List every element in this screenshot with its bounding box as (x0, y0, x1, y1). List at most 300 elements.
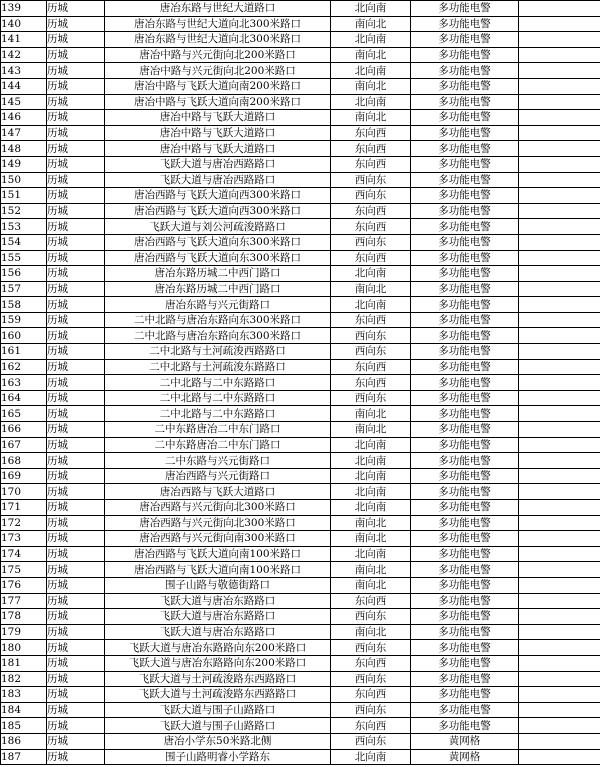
district-cell: 历城 (47, 344, 105, 360)
location-cell: 唐冶西路与飞跃大道向南100米路口 (105, 562, 331, 578)
empty-cell (519, 655, 600, 671)
district-cell: 历城 (47, 156, 105, 172)
direction-cell: 北向南 (331, 63, 411, 79)
row-number: 157 (1, 281, 47, 297)
equipment-type-cell: 多功能电警 (411, 624, 519, 640)
location-cell: 飞跃大道与唐冶东路路向东200米路口 (105, 655, 331, 671)
row-number: 168 (1, 453, 47, 469)
district-cell: 历城 (47, 250, 105, 266)
table-row (1, 390, 600, 406)
empty-cell (519, 94, 600, 110)
table-row (1, 172, 600, 188)
location-cell: 唐冶西路与飞跃大道向东300米路口 (105, 234, 331, 250)
equipment-type-cell: 多功能电警 (411, 453, 519, 469)
row-number: 159 (1, 312, 47, 328)
equipment-type-cell: 多功能电警 (411, 16, 519, 32)
table-row (1, 125, 600, 141)
row-number: 148 (1, 141, 47, 157)
equipment-type-cell: 多功能电警 (411, 468, 519, 484)
equipment-type-cell: 多功能电警 (411, 328, 519, 344)
empty-cell (519, 562, 600, 578)
district-cell: 历城 (47, 390, 105, 406)
location-cell: 唐冶西路与兴元街向北300米路口 (105, 500, 331, 516)
equipment-type-cell: 多功能电警 (411, 234, 519, 250)
equipment-type-cell: 多功能电警 (411, 63, 519, 79)
row-number: 158 (1, 297, 47, 313)
empty-cell (519, 733, 600, 749)
location-cell: 二中北路与二中东路路口 (105, 390, 331, 406)
table-row (1, 624, 600, 640)
table-row (1, 468, 600, 484)
table-row (1, 375, 600, 391)
table-row (1, 609, 600, 625)
equipment-type-cell: 多功能电警 (411, 484, 519, 500)
empty-cell (519, 63, 600, 79)
equipment-type-cell: 多功能电警 (411, 609, 519, 625)
location-cell: 二中北路与唐冶东路向东300米路口 (105, 312, 331, 328)
empty-cell (519, 78, 600, 94)
empty-cell (519, 422, 600, 438)
empty-cell (519, 468, 600, 484)
row-number: 156 (1, 266, 47, 282)
direction-cell: 西向东 (331, 702, 411, 718)
location-cell: 唐冶中路与飞跃大道向南200米路口 (105, 94, 331, 110)
empty-cell (519, 47, 600, 63)
equipment-type-cell: 多功能电警 (411, 702, 519, 718)
row-number: 152 (1, 203, 47, 219)
direction-cell: 南向北 (331, 47, 411, 63)
location-cell: 唐冶西路与飞跃大道向西300米路口 (105, 203, 331, 219)
table-row (1, 344, 600, 360)
empty-cell (519, 484, 600, 500)
row-number: 178 (1, 609, 47, 625)
direction-cell: 东向西 (331, 156, 411, 172)
direction-cell: 北向南 (331, 500, 411, 516)
row-number: 183 (1, 687, 47, 703)
table-row (1, 718, 600, 734)
location-cell: 唐冶中路与飞跃大道向南200米路口 (105, 78, 331, 94)
table-row (1, 188, 600, 204)
direction-cell: 东向西 (331, 655, 411, 671)
location-cell: 唐冶中路与兴元街向北200米路口 (105, 47, 331, 63)
equipment-type-cell: 多功能电警 (411, 687, 519, 703)
equipment-type-cell: 多功能电警 (411, 297, 519, 313)
location-cell: 飞跃大道与刘公河疏浚路路口 (105, 219, 331, 235)
table-row (1, 63, 600, 79)
location-cell: 唐冶东路与兴元街路口 (105, 297, 331, 313)
equipment-type-cell: 多功能电警 (411, 671, 519, 687)
direction-cell: 南向北 (331, 16, 411, 32)
direction-cell: 东向西 (331, 718, 411, 734)
table-row (1, 437, 600, 453)
row-number: 151 (1, 188, 47, 204)
row-number: 163 (1, 375, 47, 391)
district-cell: 历城 (47, 484, 105, 500)
district-cell: 历城 (47, 328, 105, 344)
empty-cell (519, 250, 600, 266)
equipment-type-cell: 多功能电警 (411, 266, 519, 282)
direction-cell: 西向东 (331, 344, 411, 360)
location-cell: 飞跃大道与唐冶东路路口 (105, 593, 331, 609)
row-number: 145 (1, 94, 47, 110)
row-number: 177 (1, 593, 47, 609)
table-row (1, 484, 600, 500)
equipment-type-cell: 多功能电警 (411, 390, 519, 406)
location-cell: 唐冶西路与飞跃大道向东300米路口 (105, 250, 331, 266)
district-cell: 历城 (47, 297, 105, 313)
equipment-type-cell: 多功能电警 (411, 344, 519, 360)
empty-cell (519, 281, 600, 297)
direction-cell: 南向北 (331, 422, 411, 438)
location-cell: 唐冶西路与兴元街向北300米路口 (105, 515, 331, 531)
equipment-type-cell: 多功能电警 (411, 406, 519, 422)
empty-cell (519, 687, 600, 703)
direction-cell: 北向南 (331, 32, 411, 48)
table-row (1, 47, 600, 63)
direction-cell: 西向东 (331, 328, 411, 344)
row-number: 165 (1, 406, 47, 422)
equipment-type-cell: 多功能电警 (411, 188, 519, 204)
location-cell: 二中北路与唐冶东路向东300米路口 (105, 328, 331, 344)
direction-cell: 东向西 (331, 687, 411, 703)
direction-cell: 南向北 (331, 577, 411, 593)
equipment-type-cell: 多功能电警 (411, 422, 519, 438)
empty-cell (519, 344, 600, 360)
direction-cell: 东向西 (331, 375, 411, 391)
direction-cell: 东向西 (331, 250, 411, 266)
location-cell: 飞跃大道与唐冶西路路口 (105, 156, 331, 172)
empty-cell (519, 609, 600, 625)
equipment-type-cell: 多功能电警 (411, 718, 519, 734)
table-row (1, 593, 600, 609)
direction-cell: 北向南 (331, 1, 411, 17)
district-cell: 历城 (47, 687, 105, 703)
equipment-type-cell: 多功能电警 (411, 312, 519, 328)
empty-cell (519, 624, 600, 640)
district-cell: 历城 (47, 94, 105, 110)
location-cell: 飞跃大道与唐冶东路路口 (105, 609, 331, 625)
row-number: 176 (1, 577, 47, 593)
row-number: 146 (1, 110, 47, 126)
district-cell: 历城 (47, 422, 105, 438)
row-number: 170 (1, 484, 47, 500)
district-cell: 历城 (47, 406, 105, 422)
equipment-type-cell: 多功能电警 (411, 515, 519, 531)
row-number: 160 (1, 328, 47, 344)
equipment-type-cell: 多功能电警 (411, 640, 519, 656)
direction-cell: 北向南 (331, 297, 411, 313)
district-cell: 历城 (47, 203, 105, 219)
location-cell: 飞跃大道与围子山路路口 (105, 702, 331, 718)
direction-cell: 北向南 (331, 749, 411, 765)
empty-cell (519, 156, 600, 172)
district-cell: 历城 (47, 16, 105, 32)
district-cell: 历城 (47, 281, 105, 297)
table-row (1, 219, 600, 235)
equipment-type-cell: 多功能电警 (411, 577, 519, 593)
row-number: 144 (1, 78, 47, 94)
row-number: 187 (1, 749, 47, 765)
empty-cell (519, 453, 600, 469)
district-cell: 历城 (47, 63, 105, 79)
district-cell: 历城 (47, 188, 105, 204)
direction-cell: 东向西 (331, 359, 411, 375)
district-cell: 历城 (47, 359, 105, 375)
district-cell: 历城 (47, 749, 105, 765)
row-number: 155 (1, 250, 47, 266)
equipment-type-cell: 多功能电警 (411, 250, 519, 266)
row-number: 181 (1, 655, 47, 671)
district-cell: 历城 (47, 500, 105, 516)
equipment-type-cell: 多功能电警 (411, 375, 519, 391)
empty-cell (519, 141, 600, 157)
empty-cell (519, 234, 600, 250)
empty-cell (519, 125, 600, 141)
district-cell: 历城 (47, 110, 105, 126)
table-row (1, 422, 600, 438)
location-cell: 唐冶西路与兴元街向南300米路口 (105, 531, 331, 547)
empty-cell (519, 1, 600, 17)
table-row (1, 156, 600, 172)
table-row (1, 266, 600, 282)
location-cell: 二中东路唐冶二中东门路口 (105, 422, 331, 438)
row-number: 164 (1, 390, 47, 406)
equipment-type-cell: 多功能电警 (411, 359, 519, 375)
district-cell: 历城 (47, 32, 105, 48)
location-cell: 飞跃大道与围子山路路口 (105, 718, 331, 734)
row-number: 167 (1, 437, 47, 453)
district-cell: 历城 (47, 468, 105, 484)
district-cell: 历城 (47, 562, 105, 578)
table-row (1, 281, 600, 297)
row-number: 182 (1, 671, 47, 687)
location-cell: 围子山路与敬德街路口 (105, 577, 331, 593)
empty-cell (519, 515, 600, 531)
empty-cell (519, 406, 600, 422)
equipment-type-cell: 多功能电警 (411, 32, 519, 48)
empty-cell (519, 500, 600, 516)
district-cell: 历城 (47, 531, 105, 547)
table-row (1, 94, 600, 110)
equipment-type-cell: 多功能电警 (411, 437, 519, 453)
direction-cell: 东向西 (331, 219, 411, 235)
table-row (1, 546, 600, 562)
location-cell: 唐冶东路历城二中西门路口 (105, 281, 331, 297)
district-cell: 历城 (47, 546, 105, 562)
district-cell: 历城 (47, 1, 105, 17)
table-row (1, 16, 600, 32)
location-cell: 唐冶中路与飞跃大道路口 (105, 141, 331, 157)
direction-cell: 西向东 (331, 172, 411, 188)
district-cell: 历城 (47, 172, 105, 188)
table-row (1, 640, 600, 656)
direction-cell: 西向东 (331, 640, 411, 656)
direction-cell: 西向东 (331, 671, 411, 687)
direction-cell: 西向东 (331, 390, 411, 406)
table-row (1, 406, 600, 422)
location-cell: 围子山路明睿小学路东 (105, 749, 331, 765)
district-cell: 历城 (47, 125, 105, 141)
row-number: 147 (1, 125, 47, 141)
table-row (1, 250, 600, 266)
direction-cell: 北向南 (331, 468, 411, 484)
district-cell: 历城 (47, 453, 105, 469)
equipment-type-cell: 多功能电警 (411, 94, 519, 110)
row-number: 185 (1, 718, 47, 734)
row-number: 174 (1, 546, 47, 562)
equipment-type-cell: 黄网格 (411, 733, 519, 749)
equipment-type-cell: 多功能电警 (411, 219, 519, 235)
equipment-type-cell: 多功能电警 (411, 141, 519, 157)
table-row (1, 655, 600, 671)
direction-cell: 北向南 (331, 546, 411, 562)
location-cell: 唐冶中路与飞跃大道路口 (105, 110, 331, 126)
empty-cell (519, 219, 600, 235)
table-row (1, 531, 600, 547)
row-number: 171 (1, 500, 47, 516)
table-row (1, 577, 600, 593)
district-cell: 历城 (47, 78, 105, 94)
table-row (1, 671, 600, 687)
district-cell: 历城 (47, 375, 105, 391)
district-cell: 历城 (47, 234, 105, 250)
empty-cell (519, 577, 600, 593)
location-cell: 唐冶东路与世纪大道路口 (105, 1, 331, 17)
equipment-type-cell: 多功能电警 (411, 593, 519, 609)
empty-cell (519, 702, 600, 718)
location-cell: 唐冶西路与飞跃大道向西300米路口 (105, 188, 331, 204)
location-cell: 飞跃大道与土河疏浚路东西路路口 (105, 687, 331, 703)
location-cell: 二中北路与二中东路路口 (105, 406, 331, 422)
direction-cell: 南向北 (331, 515, 411, 531)
row-number: 162 (1, 359, 47, 375)
equipment-type-cell: 多功能电警 (411, 125, 519, 141)
direction-cell: 北向南 (331, 266, 411, 282)
district-cell: 历城 (47, 515, 105, 531)
location-cell: 唐冶东路与世纪大道向北300米路口 (105, 16, 331, 32)
row-number: 173 (1, 531, 47, 547)
district-cell: 历城 (47, 640, 105, 656)
empty-cell (519, 188, 600, 204)
row-number: 184 (1, 702, 47, 718)
row-number: 161 (1, 344, 47, 360)
row-number: 139 (1, 1, 47, 17)
table-row (1, 733, 600, 749)
location-cell: 二中北路与土河疏浚东路路口 (105, 359, 331, 375)
row-number: 142 (1, 47, 47, 63)
direction-cell: 北向南 (331, 484, 411, 500)
empty-cell (519, 297, 600, 313)
row-number: 186 (1, 733, 47, 749)
district-cell: 历城 (47, 266, 105, 282)
table-row (1, 702, 600, 718)
row-number: 175 (1, 562, 47, 578)
direction-cell: 北向南 (331, 453, 411, 469)
direction-cell: 南向北 (331, 78, 411, 94)
table-row (1, 234, 600, 250)
district-cell: 历城 (47, 609, 105, 625)
equipment-type-cell: 多功能电警 (411, 562, 519, 578)
location-cell: 二中北路与二中东路路口 (105, 375, 331, 391)
direction-cell: 西向东 (331, 609, 411, 625)
empty-cell (519, 390, 600, 406)
equipment-type-cell: 多功能电警 (411, 172, 519, 188)
location-cell: 唐冶中路与飞跃大道路口 (105, 125, 331, 141)
table-row (1, 297, 600, 313)
table-row (1, 515, 600, 531)
equipment-type-cell: 多功能电警 (411, 110, 519, 126)
location-cell: 飞跃大道与唐冶西路路口 (105, 172, 331, 188)
equipment-type-cell: 多功能电警 (411, 281, 519, 297)
table-row (1, 32, 600, 48)
row-number: 166 (1, 422, 47, 438)
empty-cell (519, 546, 600, 562)
row-number: 143 (1, 63, 47, 79)
row-number: 140 (1, 16, 47, 32)
location-cell: 二中东路唐冶二中东门路口 (105, 437, 331, 453)
empty-cell (519, 266, 600, 282)
table-row (1, 359, 600, 375)
empty-cell (519, 32, 600, 48)
empty-cell (519, 749, 600, 765)
row-number: 149 (1, 156, 47, 172)
direction-cell: 东向西 (331, 125, 411, 141)
district-cell: 历城 (47, 47, 105, 63)
equipment-type-cell: 多功能电警 (411, 655, 519, 671)
row-number: 154 (1, 234, 47, 250)
equipment-type-cell: 多功能电警 (411, 78, 519, 94)
district-cell: 历城 (47, 593, 105, 609)
direction-cell: 南向北 (331, 406, 411, 422)
district-cell: 历城 (47, 577, 105, 593)
direction-cell: 北向南 (331, 437, 411, 453)
location-cell: 唐冶西路与兴元街路口 (105, 468, 331, 484)
equipment-type-cell: 多功能电警 (411, 47, 519, 63)
table-row (1, 312, 600, 328)
empty-cell (519, 531, 600, 547)
district-cell: 历城 (47, 312, 105, 328)
empty-cell (519, 593, 600, 609)
table-row (1, 141, 600, 157)
row-number: 179 (1, 624, 47, 640)
table-row (1, 203, 600, 219)
direction-cell: 南向北 (331, 562, 411, 578)
empty-cell (519, 640, 600, 656)
row-number: 172 (1, 515, 47, 531)
equipment-type-cell: 多功能电警 (411, 1, 519, 17)
district-cell: 历城 (47, 655, 105, 671)
location-cell: 飞跃大道与唐冶东路路口 (105, 624, 331, 640)
table-row (1, 328, 600, 344)
location-cell: 飞跃大道与土河疏浚路东西路路口 (105, 671, 331, 687)
location-cell: 二中北路与土河疏浚西路路口 (105, 344, 331, 360)
row-number: 153 (1, 219, 47, 235)
empty-cell (519, 16, 600, 32)
table-row (1, 687, 600, 703)
empty-cell (519, 359, 600, 375)
equipment-type-cell: 多功能电警 (411, 156, 519, 172)
district-cell: 历城 (47, 733, 105, 749)
empty-cell (519, 328, 600, 344)
district-cell: 历城 (47, 437, 105, 453)
empty-cell (519, 110, 600, 126)
table-row (1, 1, 600, 17)
district-cell: 历城 (47, 219, 105, 235)
empty-cell (519, 437, 600, 453)
empty-cell (519, 671, 600, 687)
location-cell: 唐冶东路历城二中西门路口 (105, 266, 331, 282)
location-cell: 二中东路与兴元街路口 (105, 453, 331, 469)
